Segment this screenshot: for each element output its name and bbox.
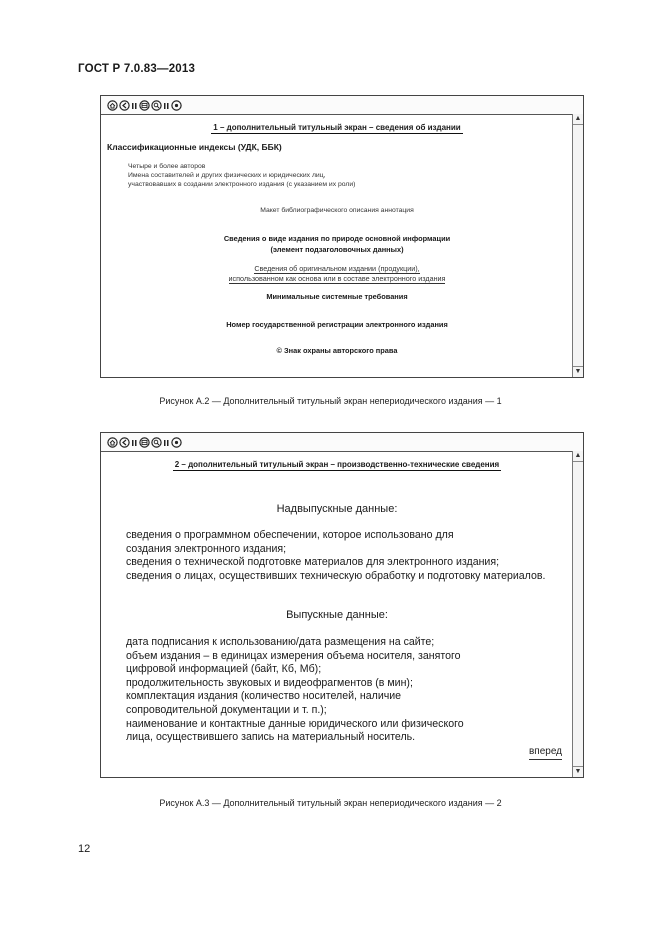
forward-icon[interactable] xyxy=(163,437,170,448)
list-item: продолжительность звуковых и видеофрагментов (в мин); xyxy=(126,676,413,689)
screen-title: 1 – дополнительный титульный экран – сведения об издании xyxy=(213,123,461,132)
registration-number: Номер государственной регистрации электронного издания xyxy=(226,320,448,329)
bibliographic-layout: Макет библиографического описания аннотация xyxy=(260,207,414,214)
pre-release-list xyxy=(126,529,545,583)
screen-title: 2 – дополнительный титульный экран – производственно-технические сведения xyxy=(174,460,500,469)
list-item: создания электронного издания; xyxy=(126,542,287,555)
table-icon[interactable] xyxy=(139,100,150,111)
search-icon[interactable] xyxy=(151,100,162,111)
list-item: дата подписания к использованию/дата размещения на сайте; xyxy=(126,636,435,648)
next-link[interactable]: вперед xyxy=(529,746,562,760)
page-number: 12 xyxy=(78,843,91,855)
toolbar xyxy=(101,96,583,115)
home-icon[interactable] xyxy=(107,100,118,111)
scrollbar[interactable] xyxy=(572,114,583,377)
settings-icon[interactable] xyxy=(171,437,182,448)
home-icon[interactable] xyxy=(107,437,118,448)
classification-indexes: Классификационные индексы (УДК, ББК) xyxy=(107,142,282,152)
list-item: сведения о технической подготовке материалов для электронного издания; xyxy=(126,556,500,569)
forward-icon[interactable] xyxy=(163,100,170,111)
settings-icon[interactable] xyxy=(171,100,182,111)
screen-title-2 xyxy=(100,432,584,778)
edition-type-info: Сведения о виде издания по природе основной информации (элемент подзаголовочных данных) xyxy=(223,234,451,254)
authors-block: Четыре и более авторов Имена составителей и других физических и юридических лиц, участвовавших в создании электронного издания (с указанием их роли) xyxy=(128,163,356,188)
pause-icon[interactable] xyxy=(131,437,138,448)
screen-title-1 xyxy=(100,95,584,378)
figure-caption-a2: Рисунок А.2 — Дополнительный титульный экран непериодического издания — 1 xyxy=(159,396,502,406)
pre-release-heading: Надвыпускные данные: xyxy=(276,503,398,515)
list-item: наименование и контактные данные юридического или физического xyxy=(126,717,464,730)
list-item: сопроводительной документации и т. п.); xyxy=(126,703,327,716)
scroll-down-icon[interactable]: ▼ xyxy=(574,768,582,775)
table-icon[interactable] xyxy=(139,437,150,448)
scroll-up-icon[interactable]: ▲ xyxy=(573,114,583,125)
release-heading: Выпускные данные: xyxy=(286,609,388,621)
original-edition-link[interactable]: Сведения об оригинальном издании (продукции), использованном как основа или в составе электронного издания xyxy=(228,264,446,283)
toolbar xyxy=(101,433,583,452)
release-list xyxy=(126,636,464,745)
back-icon[interactable] xyxy=(119,437,130,448)
list-item: комплектация издания (количество носителей, наличие xyxy=(126,690,402,703)
document-code: ГОСТ Р 7.0.83—2013 xyxy=(78,63,196,75)
copyright-sign: © Знак охраны авторского права xyxy=(276,346,398,355)
list-item: цифровой информацией (байт, Кб, Мб); xyxy=(126,663,322,676)
scroll-down-icon[interactable]: ▼ xyxy=(574,368,582,375)
list-item: сведения о программном обеспечении, которое использовано для xyxy=(126,529,454,541)
list-item: лица, осуществившего запись на материальный носитель. xyxy=(126,731,416,744)
back-icon[interactable] xyxy=(119,100,130,111)
list-item: объем издания – в единицах измерения объема носителя, занятого xyxy=(126,649,461,662)
list-item: сведения о лицах, осуществивших техническую обработку и подготовку материалов. xyxy=(126,569,546,582)
system-requirements: Минимальные системные требования xyxy=(266,292,408,301)
scroll-up-icon[interactable]: ▲ xyxy=(573,451,583,462)
figure-caption-a3: Рисунок А.3 — Дополнительный титульный экран непериодического издания — 2 xyxy=(159,798,502,808)
scrollbar[interactable] xyxy=(572,451,583,777)
pause-icon[interactable] xyxy=(131,100,138,111)
search-icon[interactable] xyxy=(151,437,162,448)
